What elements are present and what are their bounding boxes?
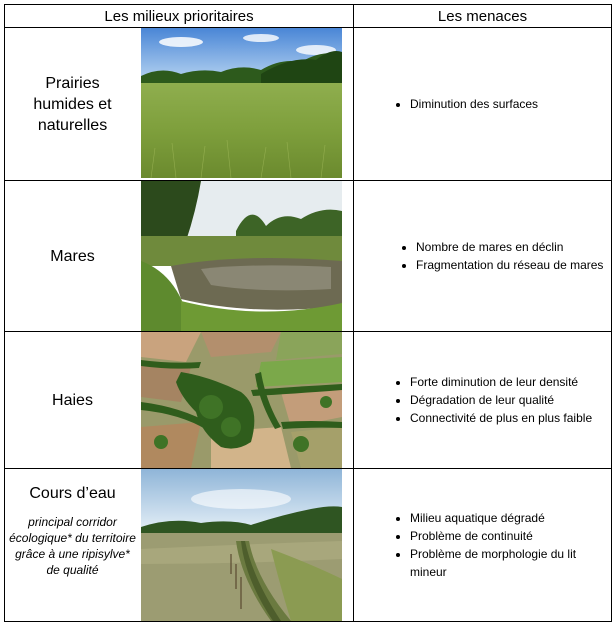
habitat-name: Cours d’eau bbox=[29, 485, 116, 502]
threat-item: • Nombre de mares en déclin bbox=[416, 238, 611, 256]
stream-photo bbox=[141, 469, 342, 621]
threat-item: • Diminution des surfaces bbox=[410, 95, 611, 113]
header-habitats: Les milieux prioritaires bbox=[5, 5, 354, 28]
habitat-note: principal corridor écologique* du territoire grâce à une ripisylve* de qualité bbox=[9, 515, 136, 577]
pond-photo bbox=[141, 181, 342, 331]
habitat-name: Haies bbox=[52, 391, 93, 409]
threat-item: • Fragmentation du réseau de mares bbox=[416, 256, 611, 274]
hedgerow-aerial-photo bbox=[141, 332, 342, 468]
habitats-threats-table bbox=[4, 4, 612, 622]
table-row bbox=[5, 28, 612, 181]
threat-item: • Connectivité de plus en plus faible bbox=[410, 409, 611, 427]
threat-item: • Dégradation de leur qualité bbox=[410, 391, 611, 409]
habitat-name: Prairies humides et naturelles bbox=[33, 74, 112, 134]
threat-item: • Forte diminution de leur densité bbox=[410, 373, 611, 391]
threat-item: • Problème de morphologie du lit mineur bbox=[410, 545, 611, 581]
wet-meadow-photo bbox=[141, 28, 342, 180]
habitat-name: Mares bbox=[50, 247, 95, 265]
threat-item: • Milieu aquatique dégradé bbox=[410, 509, 611, 527]
header-threats: Les menaces bbox=[354, 5, 612, 28]
table-row bbox=[5, 332, 612, 469]
table-row bbox=[5, 181, 612, 332]
table-row bbox=[5, 469, 612, 622]
threat-item: • Problème de continuité bbox=[410, 527, 611, 545]
